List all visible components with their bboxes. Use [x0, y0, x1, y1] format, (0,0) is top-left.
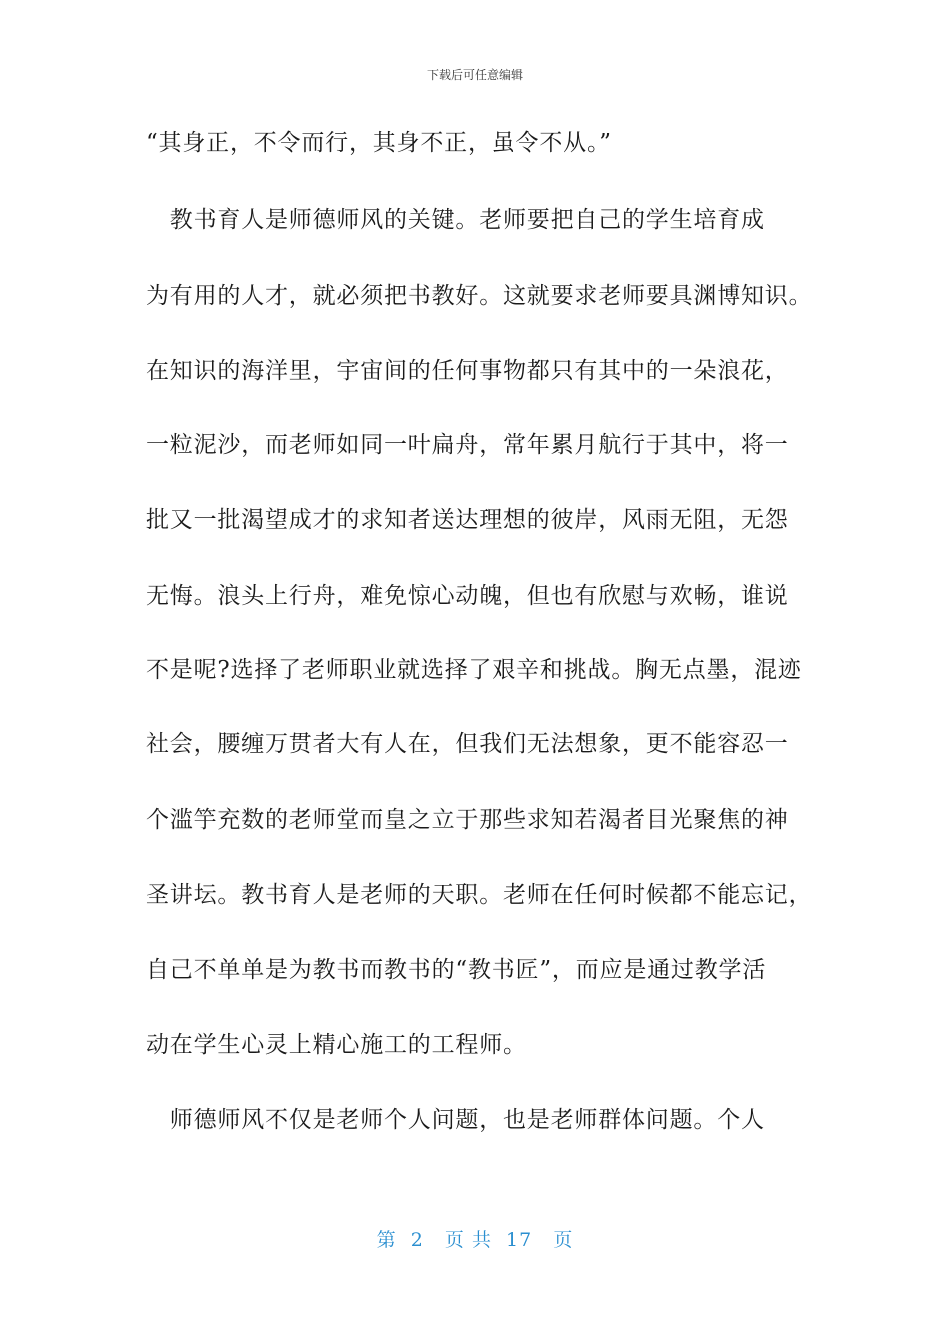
text-line-2: 教书育人是师德师风的关键。老师要把自己的学生培育成	[146, 207, 765, 233]
text-line-9: 社会，腰缠万贯者大有人在，但我们无法想象，更不能容忍一	[146, 731, 789, 757]
text-line-4: 在知识的海洋里，宇宙间的任何事物都只有其中的一朵浪花，	[146, 358, 789, 384]
text-line-11: 圣讲坛。教书育人是老师的天职。老师在任何时候都不能忘记，	[146, 882, 813, 908]
text-line-10: 个滥竽充数的老师堂而皇之立于那些求知若渴者目光聚焦的神	[146, 807, 789, 833]
text-line-7: 无悔。浪头上行舟，难免惊心动魄，但也有欣慰与欢畅，谁说	[146, 583, 789, 609]
page-number-footer: 第 2 页 共 17 页	[376, 1229, 574, 1251]
page-header: 下载后可任意编辑	[426, 68, 523, 82]
text-line-5: 一粒泥沙，而老师如同一叶扁舟，常年累月航行于其中，将一	[146, 432, 789, 458]
text-line-13: 动在学生心灵上精心施工的工程师。	[146, 1032, 527, 1058]
text-line-3: 为有用的人才，就必须把书教好。这就要求老师要具渊博知识。	[146, 283, 813, 309]
text-line-6: 批又一批渴望成才的求知者送达理想的彼岸，风雨无阻，无怨	[146, 507, 789, 533]
text-line-8: 不是呢?选择了老师职业就选择了艰辛和挑战。胸无点墨，混迹	[146, 657, 802, 683]
text-line-14: 师德师风不仅是老师个人问题，也是老师群体问题。个人	[146, 1107, 765, 1133]
text-line-1: “其身正，不令而行，其身不正，虽令不从。”	[146, 130, 612, 156]
text-line-12: 自己不单单是为教书而教书的“教书匠”，而应是通过教学活	[146, 957, 767, 983]
